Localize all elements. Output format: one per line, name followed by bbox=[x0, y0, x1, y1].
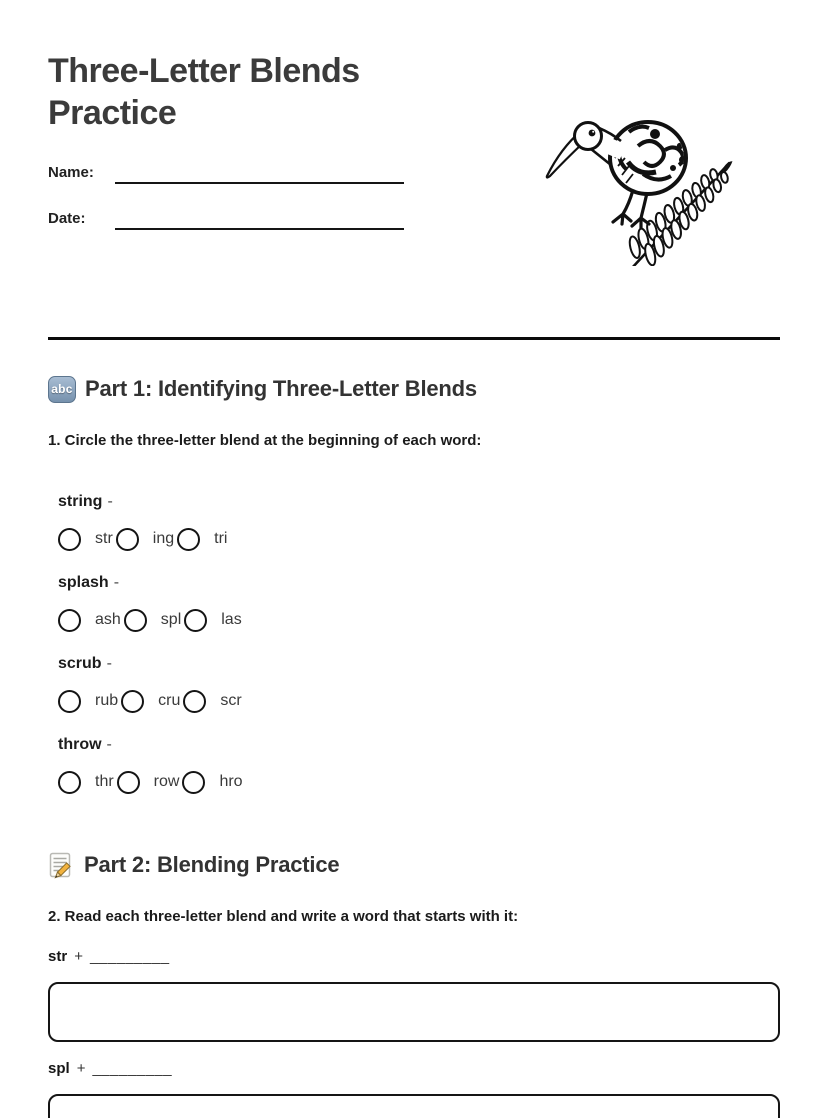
option-label: las bbox=[221, 611, 242, 628]
question-1: 1. Circle the three-letter blend at the beginning of each word: bbox=[48, 432, 482, 449]
date-write-line[interactable] bbox=[115, 210, 404, 230]
date-label: Date: bbox=[48, 210, 86, 227]
option-label: cru bbox=[158, 692, 181, 709]
blend-prefix: str bbox=[48, 948, 68, 965]
radio-option[interactable] bbox=[58, 528, 81, 551]
question-2: 2. Read each three-letter blend and write a word that starts with it: bbox=[48, 908, 519, 925]
option-label: spl bbox=[160, 611, 182, 628]
radio-option[interactable] bbox=[184, 609, 207, 632]
option-row bbox=[58, 608, 780, 632]
word-label: splash bbox=[58, 574, 109, 591]
part2-heading: Part 2: Blending Practice bbox=[84, 852, 340, 877]
part1-header bbox=[48, 374, 780, 404]
blend-group-splash bbox=[58, 573, 780, 632]
radio-option[interactable] bbox=[183, 690, 206, 713]
radio-option[interactable] bbox=[58, 690, 81, 713]
radio-option[interactable] bbox=[117, 771, 140, 794]
word-label: string bbox=[58, 493, 103, 510]
blend-prompt-str bbox=[48, 948, 780, 968]
answer-input-spl[interactable] bbox=[48, 1094, 780, 1118]
radio-option[interactable] bbox=[124, 609, 147, 632]
word-dash: - bbox=[107, 493, 113, 510]
word-line bbox=[58, 735, 780, 755]
abc-input-icon: abc bbox=[48, 376, 76, 403]
radio-option[interactable] bbox=[177, 528, 200, 551]
word-dash: - bbox=[106, 655, 112, 672]
answer-input-str[interactable] bbox=[48, 982, 780, 1042]
memo-pencil-icon bbox=[48, 852, 75, 879]
radio-option[interactable] bbox=[58, 609, 81, 632]
option-row bbox=[58, 689, 780, 713]
radio-option[interactable] bbox=[116, 528, 139, 551]
name-label: Name: bbox=[48, 164, 94, 181]
word-line bbox=[58, 573, 780, 593]
word-line bbox=[58, 492, 780, 512]
blend-group-throw bbox=[58, 735, 780, 794]
section-divider bbox=[48, 337, 780, 340]
option-label: rub bbox=[95, 692, 119, 709]
option-row bbox=[58, 770, 780, 794]
blend-prompt-spl bbox=[48, 1060, 780, 1080]
part2-header bbox=[48, 850, 780, 880]
radio-option[interactable] bbox=[58, 771, 81, 794]
blend-group-string bbox=[58, 492, 780, 551]
part1-heading: Part 1: Identifying Three-Letter Blends bbox=[85, 376, 477, 401]
word-label: throw bbox=[58, 736, 102, 753]
word-dash: - bbox=[113, 574, 120, 591]
plus-sign: + bbox=[76, 1060, 86, 1077]
word-label: scrub bbox=[58, 655, 102, 672]
option-label: ash bbox=[95, 611, 121, 628]
plus-sign: + bbox=[74, 948, 83, 965]
radio-option[interactable] bbox=[182, 771, 205, 794]
option-label: row bbox=[153, 773, 180, 790]
word-dash: - bbox=[106, 736, 112, 753]
blend-group-scrub bbox=[58, 654, 780, 713]
option-label: thr bbox=[95, 773, 114, 790]
kiwi-bird-with-fern-illustration bbox=[543, 116, 743, 266]
name-write-line[interactable] bbox=[115, 164, 404, 184]
option-label: ing bbox=[152, 530, 175, 547]
option-label: scr bbox=[220, 692, 242, 709]
blank-line: _________ bbox=[89, 948, 170, 965]
blend-prefix: spl bbox=[48, 1060, 70, 1077]
option-label: str bbox=[95, 530, 113, 547]
word-line bbox=[58, 654, 780, 674]
option-label: tri bbox=[214, 530, 228, 547]
blend-identification-list bbox=[48, 492, 780, 794]
option-row bbox=[58, 527, 780, 551]
radio-option[interactable] bbox=[121, 690, 144, 713]
blank-line: _________ bbox=[92, 1060, 173, 1077]
page-title: Three-Letter Blends Practice bbox=[48, 52, 360, 132]
option-label: hro bbox=[219, 773, 243, 790]
